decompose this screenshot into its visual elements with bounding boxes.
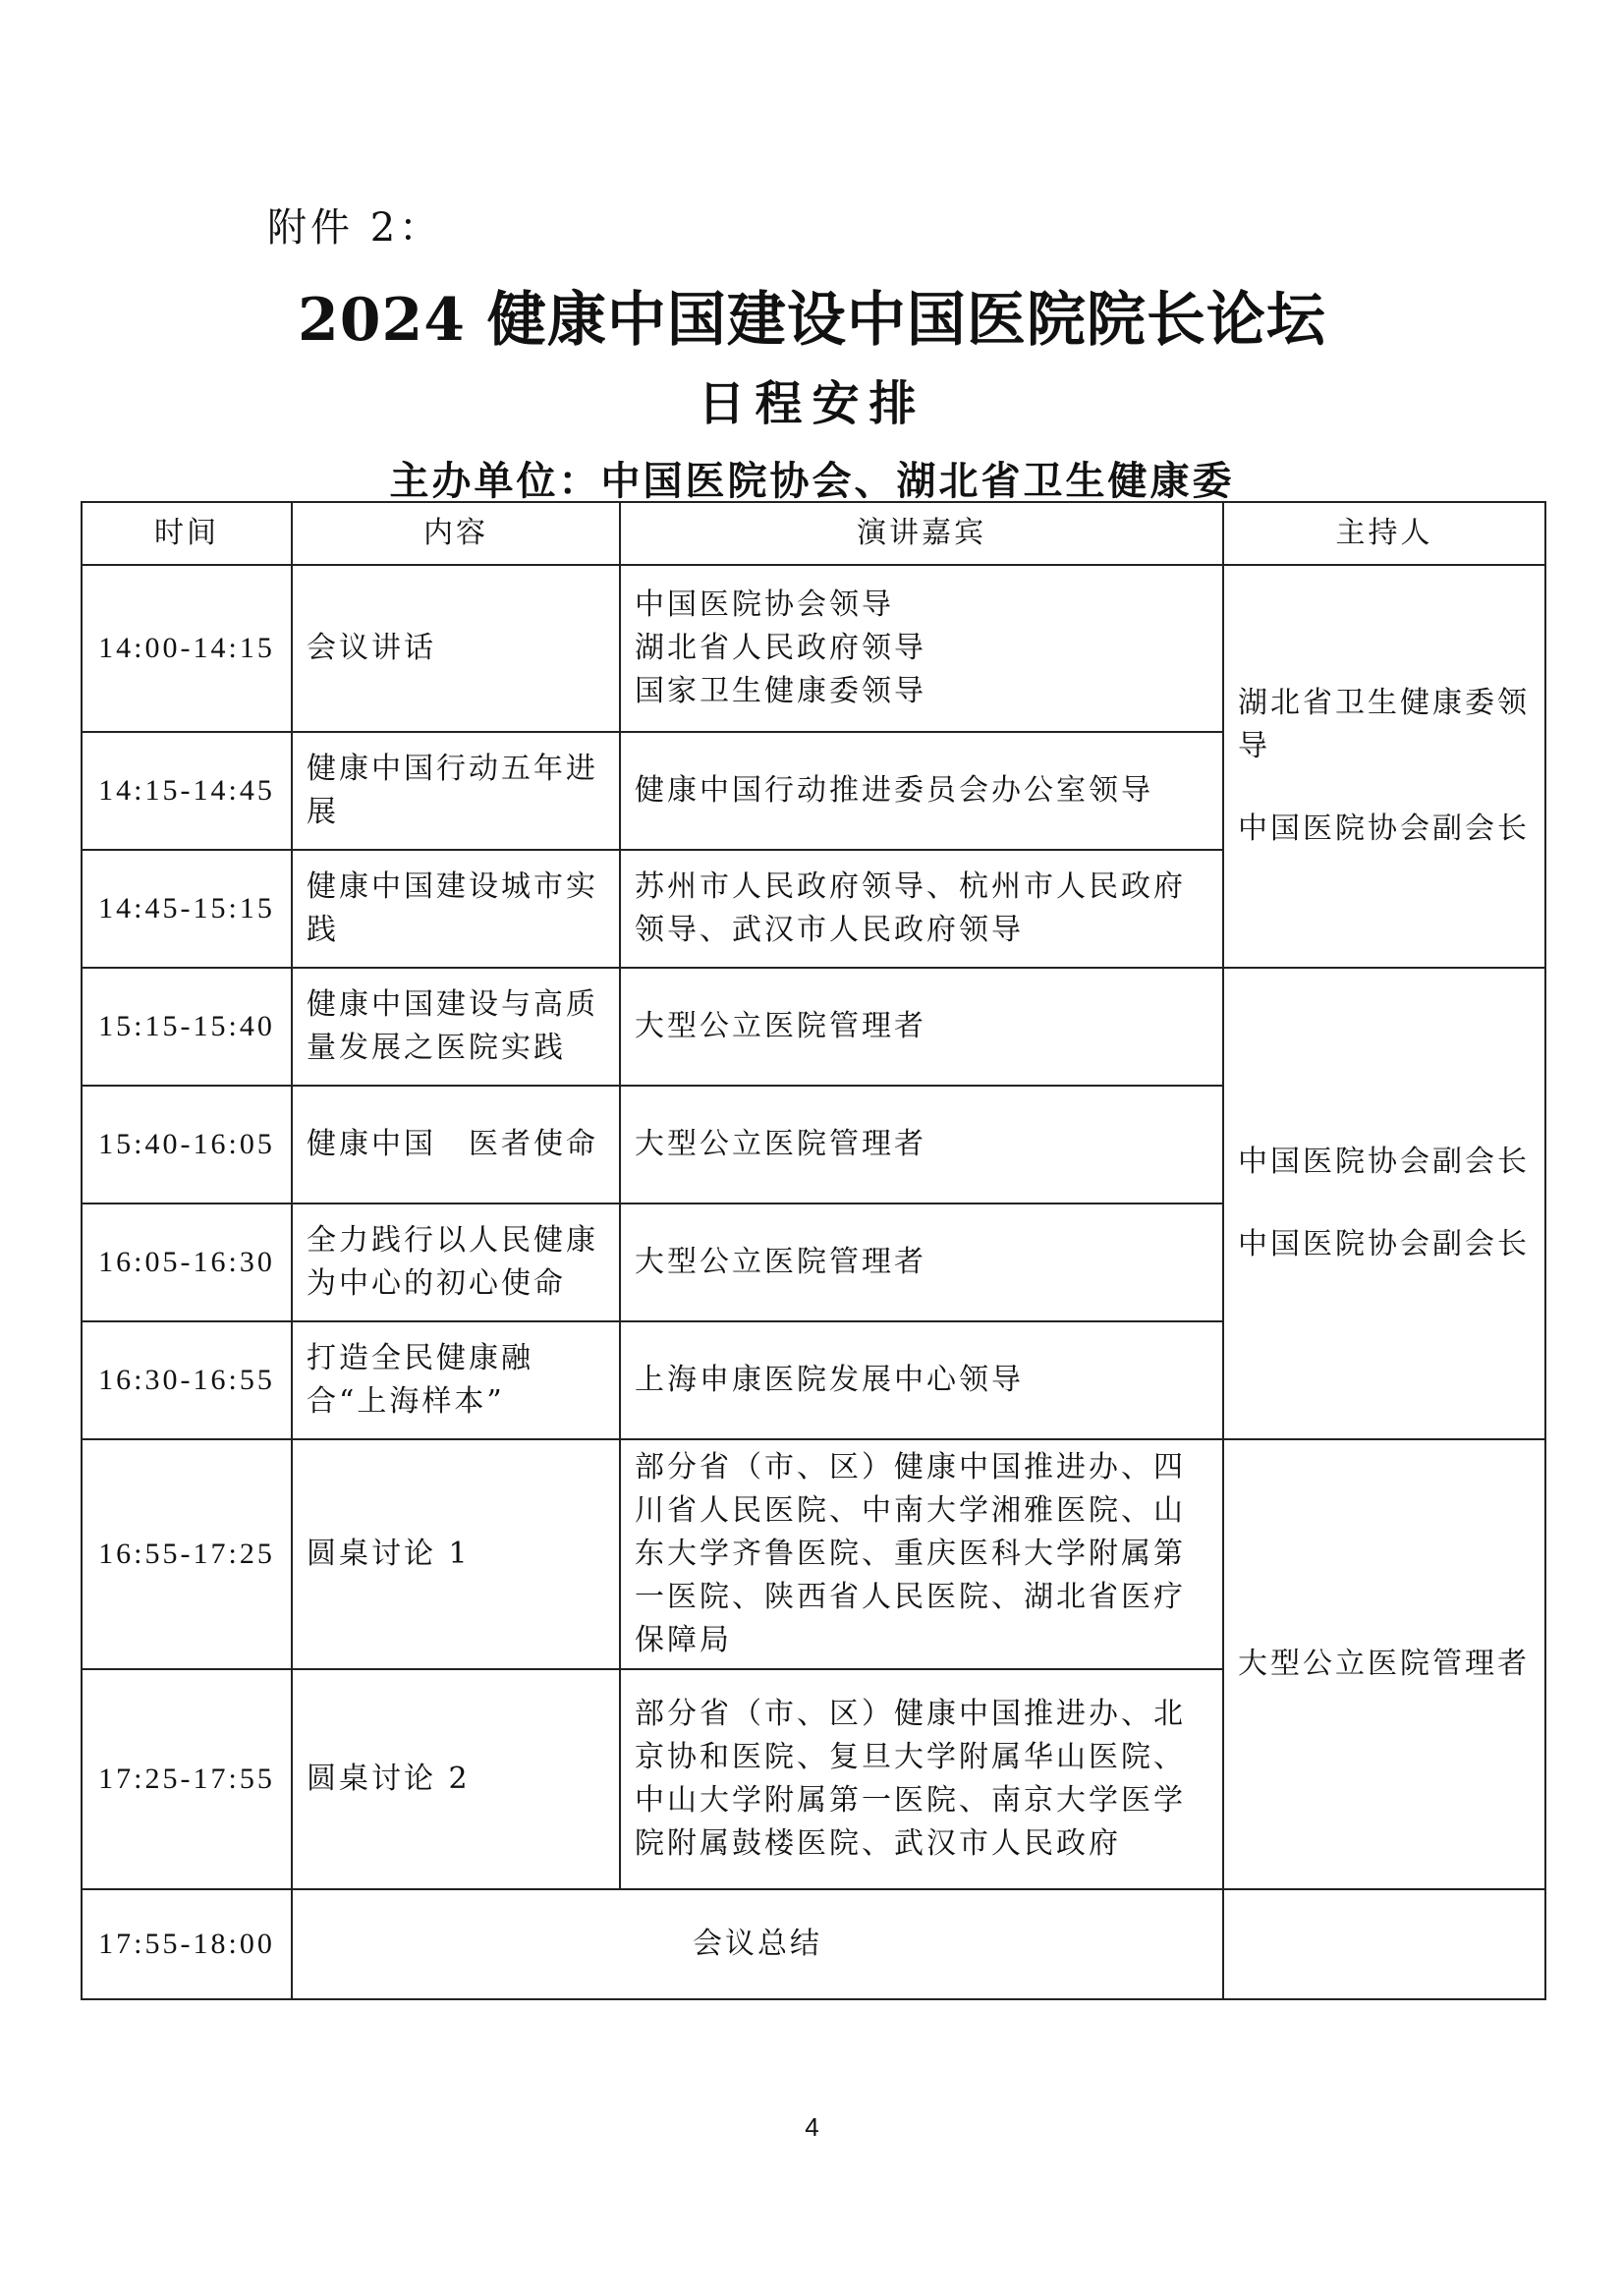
content-cell: 全力践行以人民健康为中心的初心使命 [292, 1203, 620, 1321]
content-cell: 会议讲话 [292, 565, 620, 732]
speakers-cell: 部分省（市、区）健康中国推进办、四川省人民医院、中南大学湘雅医院、山东大学齐鲁医院、重庆医科大学附属第一医院、陕西省人民医院、湖北省医疗保障局 [620, 1439, 1223, 1669]
table-row [82, 565, 1545, 732]
header-speakers: 演讲嘉宾 [620, 502, 1223, 565]
header-host: 主持人 [1223, 502, 1545, 565]
content-cell: 健康中国 医者使命 [292, 1086, 620, 1203]
time-cell: 17:25-17:55 [82, 1669, 292, 1889]
table-row [82, 1889, 1545, 1999]
time-cell: 15:15-15:40 [82, 968, 292, 1086]
content-cell: 健康中国建设与高质量发展之医院实践 [292, 968, 620, 1086]
time-cell: 14:15-14:45 [82, 732, 292, 850]
speaker-line: 部分省（市、区）健康中国推进办、北京协和医院、复旦大学附属华山医院、 [635, 1697, 1186, 1774]
host-cell [1223, 565, 1545, 968]
time-cell: 16:30-16:55 [82, 1321, 292, 1439]
content-cell: 健康中国建设城市实践 [292, 850, 620, 968]
content-cell: 圆桌讨论 2 [292, 1669, 620, 1889]
time-cell: 17:55-18:00 [82, 1889, 292, 1999]
speaker-line: 湖北省人民政府领导 [635, 631, 926, 665]
content-cell: 打造全民健康融合“上海样本” [292, 1321, 620, 1439]
speaker-line: 国家卫生健康委领导 [635, 674, 926, 708]
table-header-row [82, 502, 1545, 565]
host-line: 大型公立医院管理者 [1238, 1647, 1530, 1681]
time-cell: 14:00-14:15 [82, 565, 292, 732]
speakers-cell [620, 565, 1223, 732]
host-cell [1223, 1439, 1545, 1889]
speaker-line: 中国医院协会领导 [635, 588, 894, 622]
host-cell-empty [1223, 1889, 1545, 1999]
speakers-cell: 苏州市人民政府领导、杭州市人民政府领导、武汉市人民政府领导 [620, 850, 1223, 968]
content-cell: 健康中国行动五年进展 [292, 732, 620, 850]
page-title: 2024 健康中国建设中国医院院长论坛 [298, 286, 1326, 355]
time-cell: 15:40-16:05 [82, 1086, 292, 1203]
summary-cell: 会议总结 [292, 1889, 1223, 1999]
time-cell: 16:55-17:25 [82, 1439, 292, 1669]
page-number: 4 [805, 2112, 819, 2142]
host-line: 中国医院协会副会长 [1238, 1145, 1530, 1179]
speakers-cell: 健康中国行动推进委员会办公室领导 [620, 732, 1223, 850]
speakers-cell: 大型公立医院管理者 [620, 1086, 1223, 1203]
content-cell: 圆桌讨论 1 [292, 1439, 620, 1669]
time-cell: 16:05-16:30 [82, 1203, 292, 1321]
page-subtitle: 日程安排 [698, 376, 926, 431]
schedule-table [81, 501, 1546, 2000]
speakers-cell [620, 1669, 1223, 1889]
header-time: 时间 [82, 502, 292, 565]
table-row [82, 1439, 1545, 1669]
organizer-line: 主办单位：中国医院协会、湖北省卫生健康委 [389, 458, 1235, 504]
table-row [82, 968, 1545, 1086]
host-line: 中国医院协会副会长 [1238, 812, 1530, 846]
host-line: 湖北省卫生健康委领导 [1238, 686, 1530, 763]
host-line: 中国医院协会副会长 [1238, 1227, 1530, 1261]
speakers-cell: 上海申康医院发展中心领导 [620, 1321, 1223, 1439]
speakers-cell: 大型公立医院管理者 [620, 968, 1223, 1086]
time-cell: 14:45-15:15 [82, 850, 292, 968]
attachment-label: 附件 2： [267, 205, 443, 251]
header-content: 内容 [292, 502, 620, 565]
speakers-cell: 大型公立医院管理者 [620, 1203, 1223, 1321]
host-cell [1223, 968, 1545, 1439]
speaker-line: 中山大学附属第一医院、南京大学医学院附属鼓楼医院、武汉市人民政府 [635, 1783, 1186, 1861]
